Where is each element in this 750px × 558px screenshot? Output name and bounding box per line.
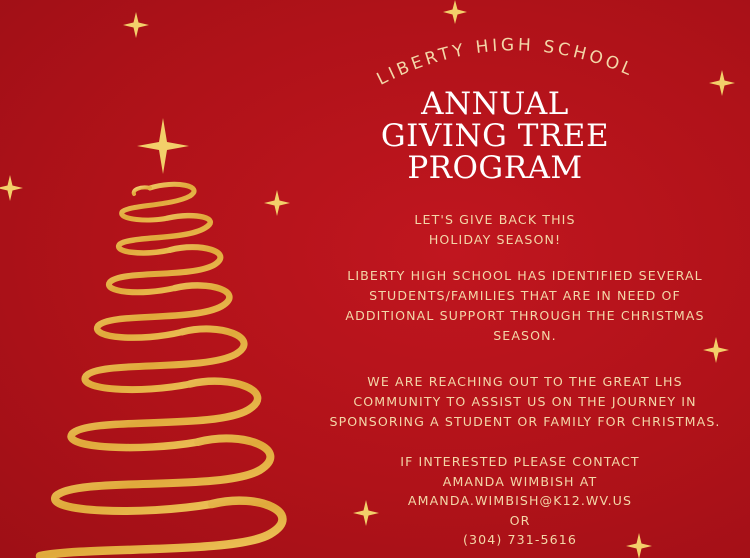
svg-text:LIBERTY HIGH SCHOOL: [374, 35, 638, 89]
paragraph-line: WE ARE REACHING OUT TO THE GREAT LHS: [367, 374, 683, 389]
page-title: [380, 88, 610, 184]
paragraph-line: LIBERTY HIGH SCHOOL HAS IDENTIFIED SEVERAL: [347, 268, 703, 283]
contact-name: AMANDA WIMBISH AT: [442, 473, 598, 489]
paragraph-outreach: [305, 372, 745, 432]
intro-line: LET'S GIVE BACK THIS: [414, 212, 576, 227]
intro-line: HOLIDAY SEASON!: [428, 232, 562, 247]
contact-email-link[interactable]: AMANDA.WIMBISH@K12.WV.US: [407, 493, 633, 508]
paragraph-line: SPONSORING A STUDENT OR FAMILY FOR CHRISTMAS.: [329, 414, 721, 429]
title-line: GIVING TREE: [380, 118, 610, 154]
intro-text: [395, 210, 595, 250]
contact-phone-link[interactable]: (304) 731-5616: [463, 532, 577, 547]
contact-intro: IF INTERESTED PLEASE CONTACT: [400, 454, 640, 469]
paragraph-need: [305, 266, 745, 346]
contact-or: OR: [509, 512, 531, 528]
title-line: PROGRAM: [407, 150, 583, 186]
paragraph-line: ADDITIONAL SUPPORT THROUGH THE CHRISTMAS: [345, 308, 705, 323]
paragraph-line: SEASON.: [493, 328, 557, 343]
paragraph-line: COMMUNITY TO ASSIST US ON THE JOURNEY IN: [353, 394, 697, 409]
paragraph-line: STUDENTS/FAMILIES THAT ARE IN NEED OF: [369, 288, 681, 303]
contact-block: [330, 452, 710, 550]
school-name: LIBERTY HIGH SCHOOL: [373, 35, 638, 90]
title-line: ANNUAL: [421, 86, 569, 122]
